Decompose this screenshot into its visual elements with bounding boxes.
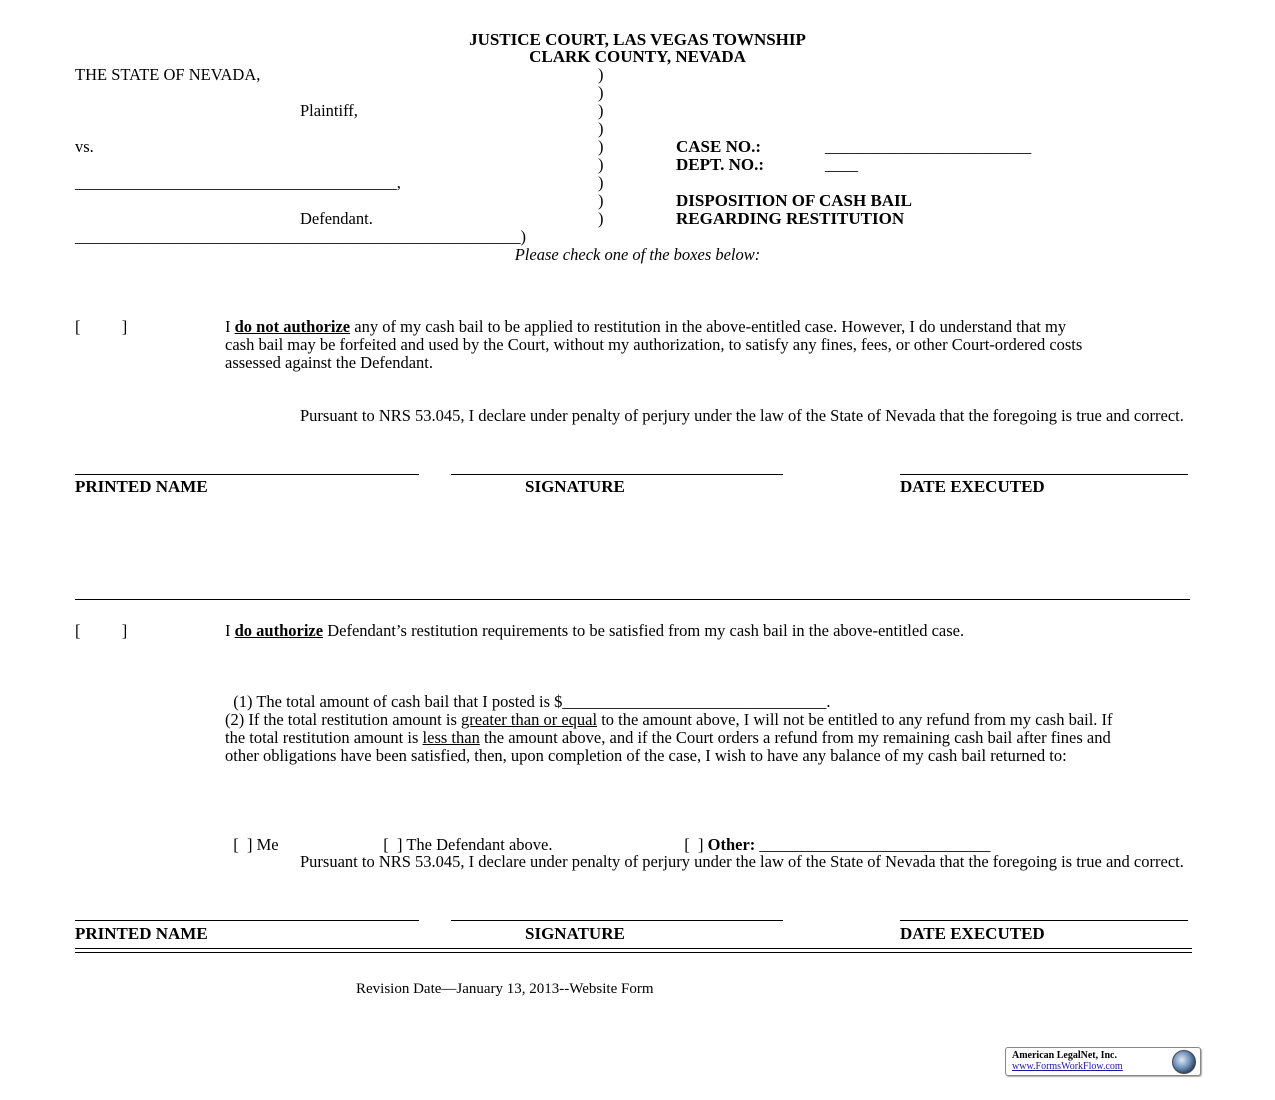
revision-date: Revision Date—January 13, 2013--Website Form	[356, 981, 654, 997]
option1-lead: I	[225, 317, 235, 336]
me-checkbox[interactable]: [ ]	[233, 835, 253, 854]
option2-statement	[225, 622, 1075, 640]
caption-paren: )	[598, 173, 604, 192]
other-checkbox[interactable]: [ ]	[684, 835, 704, 854]
option1-date-label: DATE EXECUTED	[900, 477, 1045, 496]
logo-website-link[interactable]: www.FormsWorkFlow.com	[1012, 1061, 1123, 1072]
option2-signature-line[interactable]	[451, 920, 783, 921]
option1-signature-label: SIGNATURE	[525, 477, 625, 496]
american-legalnet-logo[interactable]	[1005, 1047, 1201, 1076]
defendant-name-field[interactable]: _______________________________________,	[75, 173, 401, 192]
option1-signature-line[interactable]	[451, 474, 783, 475]
option2-declaration: Pursuant to NRS 53.045, I declare under penalty of perjury under the law of the State of Nevada that the foregoing is true and correct.	[300, 852, 1184, 871]
return-option-me[interactable]	[225, 818, 279, 854]
option2-printed-name-label: PRINTED NAME	[75, 924, 208, 943]
bail-amount-item	[225, 675, 831, 711]
option2-lead: I	[225, 621, 235, 640]
instruction-text: Please check one of the boxes below:	[514, 245, 761, 264]
caption-paren: )	[598, 101, 604, 120]
option1-printed-name-label: PRINTED NAME	[75, 477, 208, 496]
defendant-option-label: The Defendant above.	[402, 835, 553, 854]
option1-text: any of my cash bail to be applied to restitution in the above-entitled case. However, I do understand that my cash bail may be forfeited and used by the Court, without my authorization, to satisfy any fines, fees, or other Court-ordered costs assessed against the Defendant.	[225, 317, 1083, 372]
bail-amount-field[interactable]: ________________________________	[562, 692, 827, 711]
option2-date-label: DATE EXECUTED	[900, 924, 1045, 943]
option1-date-line[interactable]	[900, 474, 1188, 475]
plaintiff-label: Plaintiff,	[300, 101, 358, 120]
versus-label: vs.	[75, 137, 94, 156]
other-label: Other:	[703, 835, 756, 854]
double-rule	[75, 948, 1192, 953]
other-field[interactable]: ____________________________	[755, 835, 991, 854]
caption-paren: )	[598, 119, 604, 138]
caption-paren: )	[598, 191, 604, 210]
defendant-label: Defendant.	[300, 209, 373, 228]
option2-date-line[interactable]	[900, 920, 1188, 921]
case-no-label: CASE NO.:	[676, 137, 762, 156]
bail-amount-period: .	[826, 692, 831, 711]
option1-statement	[225, 318, 1085, 372]
option1-emphasis: do not authorize	[234, 317, 351, 336]
option1-declaration: Pursuant to NRS 53.045, I declare under penalty of perjury under the law of the State of Nevada that the foregoing is true and correct.	[300, 406, 1184, 425]
refund-text-2: to the amount above, I will not be entitled to any refund from my cash bail. If the total restitution amount is	[225, 710, 1113, 747]
refund-conditions	[225, 711, 1115, 765]
caption-paren: )	[598, 137, 604, 156]
option2-printed-name-line[interactable]	[75, 920, 419, 921]
bail-amount-text: (1) The total amount of cash bail that I posted is $	[233, 692, 563, 711]
defendant-checkbox[interactable]: [ ]	[383, 835, 403, 854]
refund-text-3: the amount above, and if the Court orders a refund from my remaining cash bail after fines and other obligations have been satisfied, then, upon completion of the case, I wish to have any balance of my cash bail returned to:	[225, 728, 1111, 765]
caption-paren: )	[598, 65, 604, 84]
caption-paren: )	[598, 83, 604, 102]
option2-checkbox[interactable]: [ ]	[75, 621, 128, 640]
caption-paren: )	[598, 155, 604, 174]
caption-paren: )	[598, 209, 604, 228]
dept-no-label: DEPT. NO.:	[676, 155, 764, 174]
less-than: less than	[422, 728, 480, 747]
dept-no-field[interactable]: ____	[825, 155, 858, 174]
return-option-other[interactable]	[676, 818, 990, 854]
me-label: Me	[252, 835, 279, 854]
plaintiff-party: THE STATE OF NEVADA,	[75, 65, 261, 84]
option1-checkbox[interactable]: [ ]	[75, 317, 128, 336]
county-name: CLARK COUNTY, NEVADA	[529, 47, 746, 66]
greater-than-or-equal: greater than or equal	[461, 710, 598, 729]
court-name: JUSTICE COURT, LAS VEGAS TOWNSHIP	[469, 30, 806, 49]
option2-text: Defendant’s restitution requirements to be satisfied from my cash bail in the above-entitled case.	[323, 621, 965, 640]
caption-bottom-rule: ______________________________________________________)	[75, 227, 526, 246]
option2-emphasis: do authorize	[234, 621, 324, 640]
refund-text-1: (2) If the total restitution amount is	[225, 710, 461, 729]
globe-icon	[1172, 1050, 1196, 1074]
logo-company-name: American LegalNet, Inc.	[1012, 1050, 1117, 1061]
form-title-line2: REGARDING RESTITUTION	[676, 209, 905, 228]
option2-signature-label: SIGNATURE	[525, 924, 625, 943]
return-option-defendant[interactable]	[375, 818, 552, 854]
section-divider	[75, 599, 1190, 600]
case-no-field[interactable]: _________________________	[825, 137, 1032, 156]
form-title-line1: DISPOSITION OF CASH BAIL	[676, 191, 913, 210]
option1-printed-name-line[interactable]	[75, 474, 419, 475]
